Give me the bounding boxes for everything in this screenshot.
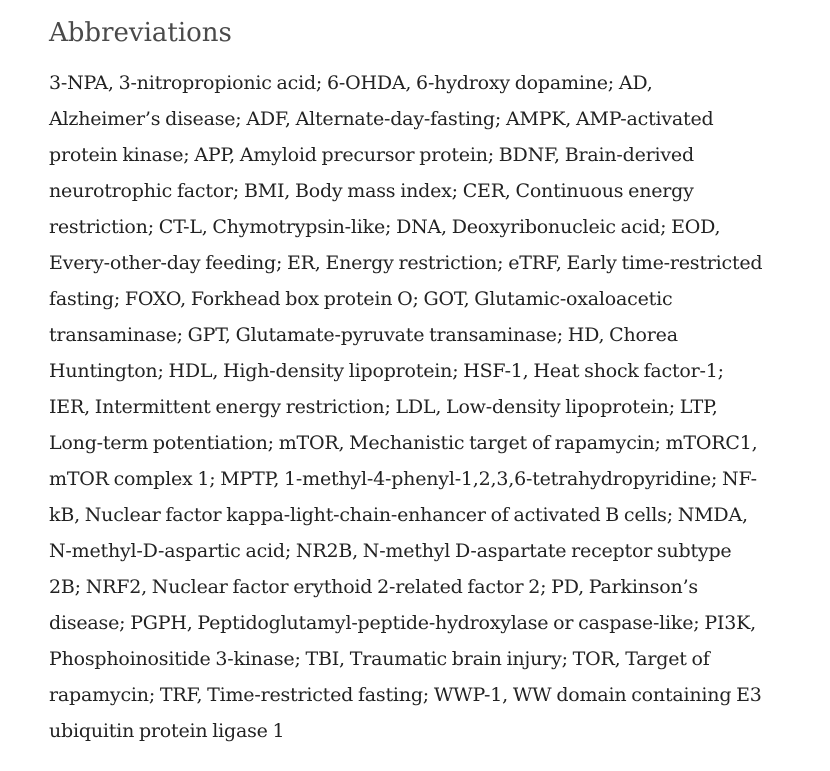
entry-separator: ;	[422, 684, 434, 706]
abbreviation-entry: TBI, Traumatic brain injury	[305, 648, 562, 670]
abbreviation-entry: mTOR, Mechanistic target of rapamycin	[278, 432, 655, 454]
abbreviation-entry: CER, Continuous energy restriction	[49, 180, 694, 238]
entry-separator: ;	[284, 540, 296, 562]
entry-separator: ;	[113, 288, 125, 310]
entry-separator: ;	[294, 648, 306, 670]
entry-separator: ;	[209, 468, 221, 490]
abbreviation-entry: PI3K, Phosphoinositide 3-kinase	[49, 612, 756, 670]
entry-separator: ;	[717, 360, 724, 382]
entry-separator: ;	[176, 324, 188, 346]
entry-separator: ;	[147, 216, 159, 238]
abbreviation-entry: PD, Parkinson’s disease	[49, 576, 698, 634]
entry-separator: ;	[494, 108, 506, 130]
abbreviation-entry: NRF2, Nuclear factor erythoid 2-related factor 2	[85, 576, 541, 598]
abbreviation-entry: CT-L, Chymotrypsin-like	[158, 216, 386, 238]
abbreviation-entry: HSF-1, Heat shock factor-1	[463, 360, 718, 382]
abbreviation-entry: GPT, Glutamate-pyruvate transaminase	[187, 324, 557, 346]
abbreviation-entry: NF-kB, Nuclear factor kappa-light-chain-enhancer of activated B cells	[49, 468, 757, 526]
section-heading: Abbreviations	[49, 18, 232, 48]
entry-separator: ;	[148, 684, 160, 706]
abbreviation-entry: eTRF, Early time-restricted fasting	[49, 252, 763, 310]
entry-separator: ;	[654, 432, 666, 454]
entry-separator: ;	[487, 144, 499, 166]
abbreviation-entry: LDL, Low-density lipoprotein	[395, 396, 669, 418]
entry-separator: ;	[235, 108, 247, 130]
abbreviation-entry: 6-OHDA, 6-hydroxy dopamine	[326, 72, 608, 94]
entry-separator: ;	[497, 252, 509, 274]
abbreviation-entry: FOXO, Forkhead box protein O	[124, 288, 413, 310]
abbreviation-entry: DNA, Deoxyribonucleic acid	[396, 216, 661, 238]
entry-separator: ;	[452, 360, 464, 382]
abbreviation-entry: WWP-1, WW domain containing E3 ubiquitin protein ligase 1	[49, 684, 762, 742]
abbreviation-entry: GOT, Glutamic-oxaloacetic transaminase	[49, 288, 673, 346]
entry-separator: ;	[275, 252, 288, 274]
abbreviation-entry: NR2B, N-methyl D-aspartate receptor subtype 2B	[49, 540, 732, 598]
entry-separator: ;	[660, 216, 672, 238]
entry-separator: ;	[267, 432, 279, 454]
abbreviation-entry: NMDA, N-methyl-D-aspartic acid	[49, 504, 748, 562]
entry-separator: ;	[384, 396, 396, 418]
abbreviation-entry: IER, Intermittent energy restriction	[49, 396, 385, 418]
entry-separator: ;	[157, 360, 169, 382]
entry-separator: ;	[693, 612, 705, 634]
entry-separator: ;	[315, 72, 327, 94]
abbreviation-entry: BMI, Body mass index	[243, 180, 452, 202]
abbreviation-entry: MPTP, 1-methyl-4-phenyl-1,2,3,6-tetrahydropyridine	[220, 468, 711, 490]
entry-separator: ;	[119, 612, 131, 634]
entry-separator: ;	[183, 144, 195, 166]
abbreviation-entry: mTORC1, mTOR complex 1	[49, 432, 758, 490]
abbreviation-entry: PGPH, Peptidoglutamyl-peptide-hydroxylase or caspase-like	[130, 612, 694, 634]
abbreviation-entry: HDL, High-density lipoprotein	[168, 360, 453, 382]
entry-separator: ;	[540, 576, 552, 598]
abbreviation-entry: ADF, Alternate-day-fasting	[246, 108, 495, 130]
abbreviation-entry: TOR, Target of rapamycin	[49, 648, 710, 706]
abbreviation-entry: ER, Energy restriction	[287, 252, 498, 274]
abbreviation-entry: AD, Alzheimer’s disease	[49, 72, 653, 130]
abbreviation-entry: LTP, Long-term potentiation	[49, 396, 718, 454]
abbreviation-entry: EOD, Every-other-day feeding	[49, 216, 721, 274]
abbreviation-entry: TRF, Time-restricted fasting	[159, 684, 423, 706]
entry-separator: ;	[556, 324, 568, 346]
abbreviations-section	[49, 14, 767, 749]
entry-separator: ;	[232, 180, 244, 202]
entry-separator: ;	[710, 468, 723, 490]
abbreviation-entry: HD, Chorea Huntington	[49, 324, 678, 382]
entry-separator: ;	[412, 288, 424, 310]
abbreviation-entry: AMPK, AMP-activated protein kinase	[49, 108, 714, 166]
entry-separator: ;	[451, 180, 463, 202]
entry-separator: ;	[668, 396, 680, 418]
abbreviation-entry: 3-NPA, 3-nitropropionic acid	[49, 72, 316, 94]
abbreviation-entry: BDNF, Brain-derived neurotrophic factor	[49, 144, 694, 202]
abbreviation-entry: APP, Amyloid precursor protein	[194, 144, 488, 166]
entry-separator: ;	[74, 576, 86, 598]
entry-separator: ;	[607, 72, 619, 94]
entry-separator: ;	[561, 648, 573, 670]
entry-separator: ;	[666, 504, 678, 526]
abbreviations-paragraph	[49, 65, 767, 749]
entry-separator: ;	[385, 216, 397, 238]
